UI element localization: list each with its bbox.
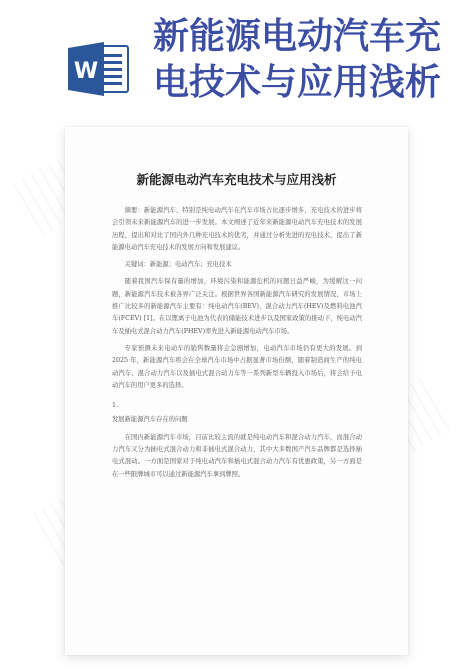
banner-header [0,0,474,112]
section-heading: 发展新能源汽车存在的问题 [112,416,188,424]
document-title: 新能源电动汽车充电技术与应用浅析 [136,172,337,187]
word-document-icon [68,40,130,98]
banner-title [153,14,463,106]
document-page [65,127,408,655]
keywords-paragraph: 关键词：新能源；电动汽车；充电技术 [124,261,232,269]
body-paragraph: 随着我国汽车保有量的增加，环境污染和能源危机的问题日益严峻，为缓解这一问题，新能源汽车技术被各界广泛关注。根据世界各国新能源汽车研究的发展情况，市场上推广比较多的新能源汽车主要有：纯电动汽车(BEV)、混合动力汽车(HEV)及燃料电池汽车(FCEV) [1]。在以锂离子电池为代表的储能技术进步以及国家政策的推动下，纯电动汽车及插电式混合动力汽车(PHEV)率先进入新能源电动汽车市场。 [112,278,362,335]
body-paragraph: 在国内新能源汽车市场，目前比较主流的就是纯电动汽车和混合动力汽车，而混合动力汽车又分为插电式混合动力和非插电式混合动力，其中大多数国产汽车品牌都是选择插电式混动。一方面是国家对于纯电动汽车和插电式混合动力汽车有优惠政策，另一方面是在一些限牌城市可以通过新能源汽车拿到牌照。 [112,433,362,478]
body-paragraph: 专家预测未来电动车的销售数量将会急剧增加，电动汽车市场仍有更大的发展。到 2025 年，新能源汽车将会在全球汽车市场中占据显著市场份额，随着制造商生产的纯电动汽车、混合动力汽车以及插电式混合动力车等一系列新型车辆投入市场后，将会给予电动汽车的用户更多的选择。 [112,344,362,389]
banner-title-line2: 电技术与应用浅析 [153,62,442,103]
word-letter: W [73,59,99,84]
abstract-paragraph: 摘要：新能源汽车、特别是纯电动汽车在汽车市场占比逐步增多，充电技术的进步将会引领未来新能源汽车的进一步发展。本文阐述了近年来新能源电动汽车充电技术的发展历程，提出和对比了国内外几种充电技术的优劣，并通过分析先进的充电技术，提出了新能源电动汽车充电技术的发展方向和发展建议。 [112,207,362,251]
banner-title-line1: 新能源电动汽车充 [153,16,442,57]
document-body [112,205,362,486]
section-number: 1. [112,402,119,410]
